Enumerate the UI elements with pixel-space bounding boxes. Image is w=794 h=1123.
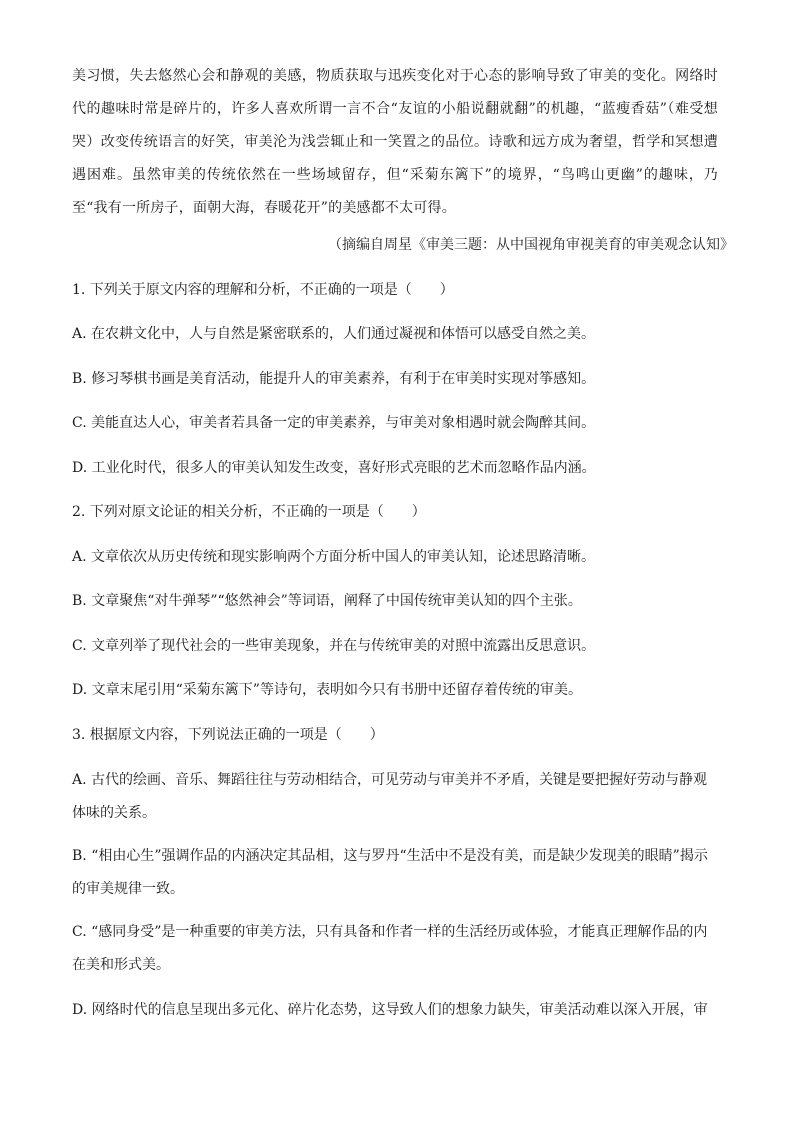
- question-3-option-c: C. “感同身受”是一种重要的审美方法，只有具备和作者一样的生活经历或体验，才能真正理解作品的内在美和形式美。: [72, 924, 708, 973]
- question-1-option-d: D. 工业化时代，很多人的审美认知发生改变，喜好形式亮眼的艺术而忽略作品内涵。: [72, 460, 596, 476]
- question-1-stem: 1. 下列关于原文内容的理解和分析，不正确的一项是（ ）: [72, 282, 454, 298]
- question-3-option-b: B. “相由心生”强调作品的内涵决定其品相，这与罗丹“生活中不是没有美，而是缺少发现美的眼睛”揭示的审美规律一致。: [72, 848, 708, 897]
- question-2-option-a: A. 文章依次从历史传统和现实影响两个方面分析中国人的审美认知，论述思路清晰。: [72, 549, 596, 565]
- question-1-option-b: B. 修习琴棋书画是美育活动，能提升人的审美素养，有利于在审美时实现对筝感知。: [72, 371, 596, 387]
- passage-paragraph: 美习惯，失去悠然心会和静观的美感，物质获取与迅疾变化对于心态的影响导致了审美的变化。网络时代的趣味时常是碎片的，许多人喜欢所谓一言不合“友谊的小船说翻就翻”的机趣，“蓝瘦香菇”（难受想哭）改变传统语言的好笑，审美沦为浅尝辄止和一笑置之的品位。诗歌和远方成为奢望，哲学和冥想遭遇困难。虽然审美的传统依然在一些场域留存，但“采菊东篱下”的境界，“鸟鸣山更幽”的趣味，乃至“我有一所房子，面朝大海，春暖花开”的美感都不太可得。: [72, 68, 718, 216]
- question-3-stem: 3. 根据原文内容，下列说法正确的一项是（ ）: [72, 727, 384, 743]
- question-2-option-b: B. 文章聚焦“对牛弹琴”“悠然神会”等词语，阐释了中国传统审美认知的四个主张。: [72, 593, 582, 609]
- question-1-option-a: A. 在农耕文化中，人与自然是紧密联系的，人们通过凝视和体悟可以感受自然之美。: [72, 326, 596, 342]
- question-2-option-c: C. 文章列举了现代社会的一些审美现象，并在与传统审美的对照中流露出反思意识。: [72, 638, 596, 654]
- question-3-option-a: A. 古代的绘画、音乐、舞蹈往往与劳动相结合，可见劳动与审美并不矛盾，关键是要把握好劳动与静观体味的关系。: [72, 772, 708, 821]
- question-2-option-d: D. 文章末尾引用“采菊东篱下”等诗句，表明如今只有书册中还留存着传统的审美。: [72, 682, 582, 698]
- question-1-option-c: C. 美能直达人心，审美者若具备一定的审美素养，与审美对象相遇时就会陶醉其间。: [72, 415, 596, 431]
- question-2-stem: 2. 下列对原文论证的相关分析，不正确的一项是（ ）: [72, 504, 426, 520]
- question-3-option-d: D. 网络时代的信息呈现出多元化、碎片化态势，这导致人们的想象力缺失，审美活动难以深入开展，审: [72, 1002, 708, 1018]
- source-citation: （摘编自周星《审美三题：从中国视角审视美育的审美观念认知》: [328, 237, 734, 253]
